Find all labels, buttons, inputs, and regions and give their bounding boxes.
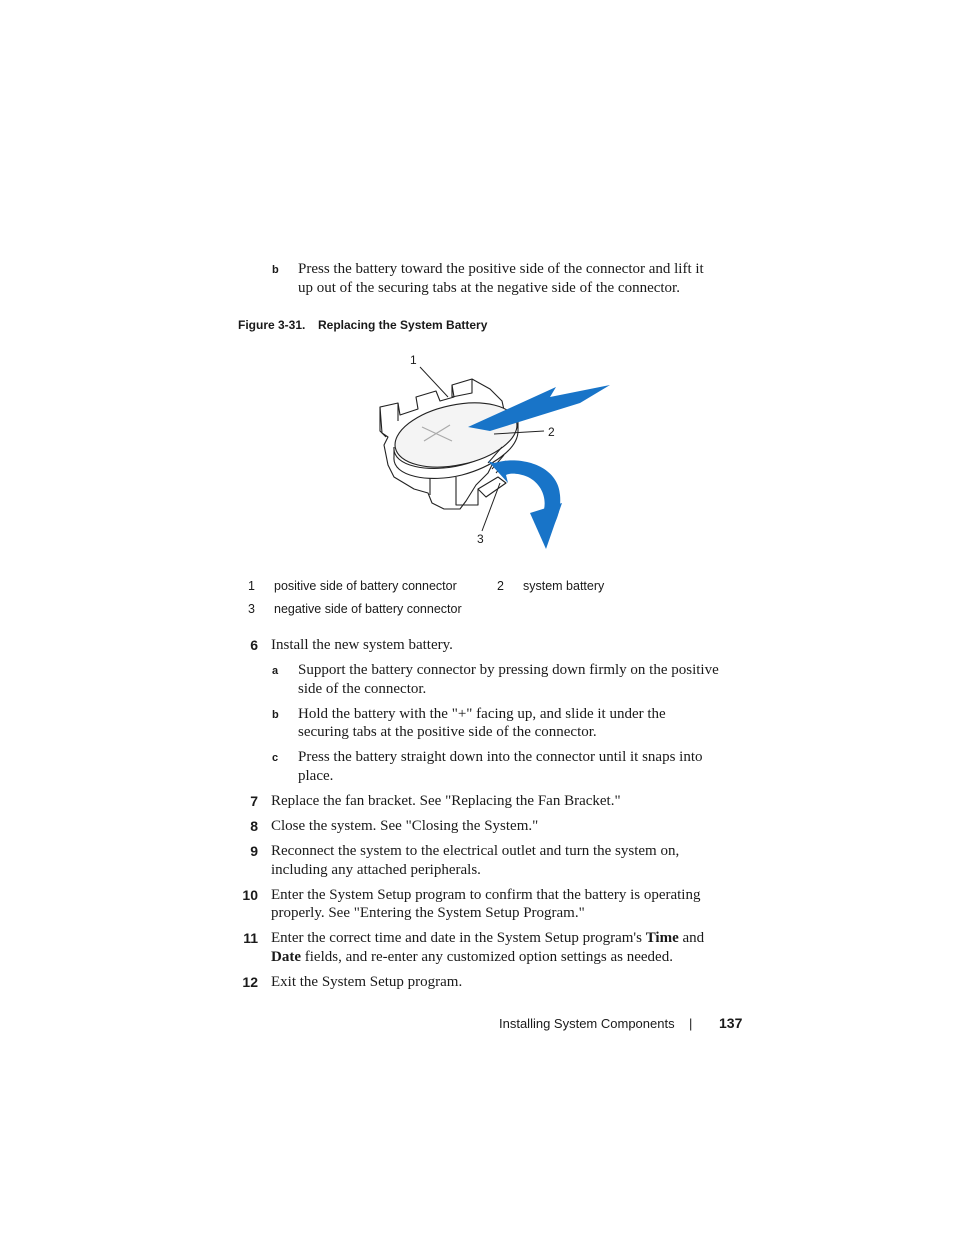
legend-text: positive side of battery connector bbox=[274, 579, 457, 593]
step-text-segment: and bbox=[678, 930, 705, 946]
step-text-line: properly. See "Entering the System Setup Program." bbox=[271, 905, 585, 921]
step-text: Exit the System Setup program. bbox=[271, 974, 463, 990]
step-number: 10 bbox=[242, 887, 258, 903]
step-number: 7 bbox=[250, 793, 258, 809]
footer-separator: | bbox=[689, 1016, 693, 1031]
callout-2: 2 bbox=[548, 425, 555, 439]
step-text: Replace the fan bracket. See "Replacing the Fan Bracket." bbox=[271, 793, 621, 809]
step-text-line: Support the battery connector by pressing down firmly on the positive bbox=[298, 662, 719, 678]
step-text-line: securing tabs at the positive side of the connector. bbox=[298, 724, 597, 740]
legend-num: 3 bbox=[248, 602, 255, 616]
figure-caption-title: Replacing the System Battery bbox=[318, 318, 488, 332]
legend-text: negative side of battery connector bbox=[274, 602, 462, 616]
step-number: 11 bbox=[243, 930, 258, 946]
step-text-line: Enter the System Setup program to confirm that the battery is operating bbox=[271, 887, 701, 903]
step-letter: a bbox=[272, 665, 279, 677]
step-text: Close the system. See "Closing the System." bbox=[271, 818, 539, 834]
step-number: 9 bbox=[250, 843, 258, 859]
step-letter: b bbox=[272, 709, 279, 721]
page-number: 137 bbox=[719, 1015, 743, 1031]
figure-caption-label: Figure 3-31. bbox=[238, 318, 306, 332]
callout-3: 3 bbox=[477, 532, 484, 546]
legend-num: 1 bbox=[248, 579, 255, 593]
step-text-line: Press the battery toward the positive side of the connector and lift it bbox=[298, 261, 704, 277]
footer-section-title: Installing System Components bbox=[499, 1016, 675, 1031]
battery-illustration bbox=[370, 345, 620, 555]
step-number: 12 bbox=[242, 974, 258, 990]
step-text: Install the new system battery. bbox=[271, 637, 453, 653]
step-text-line: Reconnect the system to the electrical outlet and turn the system on, bbox=[271, 843, 680, 859]
step-letter: c bbox=[272, 752, 279, 764]
ui-term-date: Date bbox=[271, 949, 301, 965]
legend-num: 2 bbox=[497, 579, 504, 593]
ui-term-time: Time bbox=[645, 930, 679, 946]
step-text-line: up out of the securing tabs at the negative side of the connector. bbox=[298, 280, 680, 296]
legend-text: system battery bbox=[523, 579, 605, 593]
step-number: 6 bbox=[250, 637, 258, 653]
callout-1: 1 bbox=[410, 353, 417, 367]
step-text-segment: fields, and re-enter any customized option settings as needed. bbox=[301, 949, 673, 965]
step-number: 8 bbox=[250, 818, 258, 834]
step-text-line: Hold the battery with the "+" facing up, and slide it under the bbox=[298, 706, 666, 722]
step-text-line bbox=[271, 948, 673, 967]
step-text-line: Press the battery straight down into the connector until it snaps into bbox=[298, 749, 703, 765]
step-text-line: including any attached peripherals. bbox=[271, 862, 481, 878]
step-letter: b bbox=[272, 264, 279, 276]
step-text-line: side of the connector. bbox=[298, 681, 427, 697]
step-text-line: place. bbox=[298, 768, 334, 784]
step-text-line bbox=[271, 929, 704, 948]
step-text-segment: Enter the correct time and date in the System Setup program's bbox=[271, 930, 646, 946]
